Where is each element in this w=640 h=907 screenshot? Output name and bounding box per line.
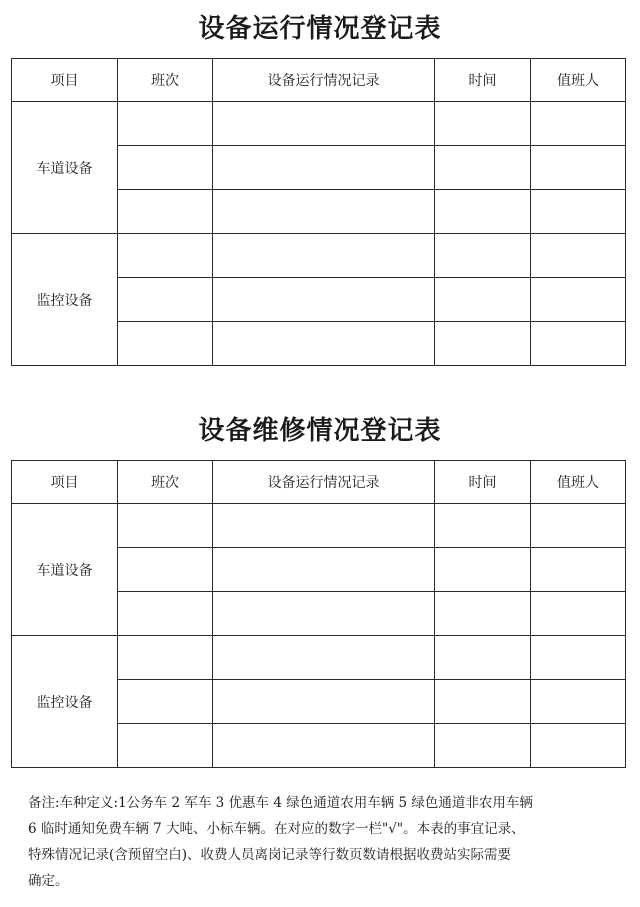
cell-record[interactable]: [213, 548, 435, 592]
cell-shift[interactable]: [118, 234, 213, 278]
cell-record[interactable]: [213, 190, 435, 234]
cell-record[interactable]: [213, 234, 435, 278]
cell-duty-person[interactable]: [531, 680, 626, 724]
table-row: [12, 636, 626, 680]
cell-shift[interactable]: [118, 190, 213, 234]
header-record: 设备运行情况记录: [213, 59, 435, 102]
group-label-monitoring-equipment: 监控设备: [12, 636, 118, 768]
footnote-line: 备注:车种定义:1公务车 2 军车 3 优惠车 4 绿色通道农用车辆 5 绿色通道非农用车辆: [28, 795, 533, 811]
header-shift: 班次: [118, 59, 213, 102]
cell-duty-person[interactable]: [531, 234, 626, 278]
cell-shift[interactable]: [118, 278, 213, 322]
cell-time[interactable]: [435, 680, 531, 724]
footnote-line: 确定。: [28, 873, 69, 889]
footnote: [28, 790, 628, 894]
group-label-lane-equipment: 车道设备: [12, 102, 118, 234]
cell-shift[interactable]: [118, 504, 213, 548]
header-duty-person: 值班人: [531, 59, 626, 102]
form-title-operation: 设备运行情况登记表: [198, 14, 442, 44]
footnote-line: 特殊情况记录(含预留空白)、收费人员离岗记录等行数页数请根据收费站实际需要: [28, 847, 512, 863]
header-record: 设备运行情况记录: [213, 461, 435, 504]
group-label-monitoring-equipment: 监控设备: [12, 234, 118, 366]
cell-time[interactable]: [435, 234, 531, 278]
cell-shift[interactable]: [118, 548, 213, 592]
cell-time[interactable]: [435, 636, 531, 680]
cell-time[interactable]: [435, 146, 531, 190]
cell-shift[interactable]: [118, 636, 213, 680]
cell-record[interactable]: [213, 636, 435, 680]
cell-record[interactable]: [213, 102, 435, 146]
cell-duty-person[interactable]: [531, 102, 626, 146]
maintenance-register-table: [11, 460, 626, 768]
cell-record[interactable]: [213, 680, 435, 724]
cell-time[interactable]: [435, 190, 531, 234]
cell-shift[interactable]: [118, 680, 213, 724]
table-row: [12, 234, 626, 278]
cell-duty-person[interactable]: [531, 504, 626, 548]
header-time: 时间: [435, 461, 531, 504]
cell-time[interactable]: [435, 322, 531, 366]
form-title-maintenance: 设备维修情况登记表: [198, 416, 442, 446]
cell-record[interactable]: [213, 592, 435, 636]
table-row: [12, 102, 626, 146]
cell-shift[interactable]: [118, 592, 213, 636]
cell-time[interactable]: [435, 278, 531, 322]
footnote-line: 6 临时通知免费车辆 7 大吨、小标车辆。在对应的数字一栏"√"。本表的事宜记录、: [28, 821, 525, 837]
cell-duty-person[interactable]: [531, 278, 626, 322]
group-label-lane-equipment: 车道设备: [12, 504, 118, 636]
cell-shift[interactable]: [118, 724, 213, 768]
operation-register-table: [11, 58, 626, 366]
table-header-row: [12, 461, 626, 504]
cell-duty-person[interactable]: [531, 636, 626, 680]
cell-shift[interactable]: [118, 102, 213, 146]
cell-time[interactable]: [435, 724, 531, 768]
cell-duty-person[interactable]: [531, 592, 626, 636]
header-item: 项目: [12, 461, 118, 504]
cell-time[interactable]: [435, 504, 531, 548]
cell-time[interactable]: [435, 592, 531, 636]
table-row: [12, 504, 626, 548]
cell-shift[interactable]: [118, 322, 213, 366]
cell-record[interactable]: [213, 146, 435, 190]
cell-duty-person[interactable]: [531, 146, 626, 190]
header-duty-person: 值班人: [531, 461, 626, 504]
cell-duty-person[interactable]: [531, 190, 626, 234]
cell-duty-person[interactable]: [531, 724, 626, 768]
cell-shift[interactable]: [118, 146, 213, 190]
header-time: 时间: [435, 59, 531, 102]
cell-duty-person[interactable]: [531, 322, 626, 366]
cell-record[interactable]: [213, 322, 435, 366]
cell-duty-person[interactable]: [531, 548, 626, 592]
cell-time[interactable]: [435, 548, 531, 592]
cell-record[interactable]: [213, 278, 435, 322]
table-header-row: [12, 59, 626, 102]
header-shift: 班次: [118, 461, 213, 504]
header-item: 项目: [12, 59, 118, 102]
cell-record[interactable]: [213, 724, 435, 768]
cell-record[interactable]: [213, 504, 435, 548]
cell-time[interactable]: [435, 102, 531, 146]
